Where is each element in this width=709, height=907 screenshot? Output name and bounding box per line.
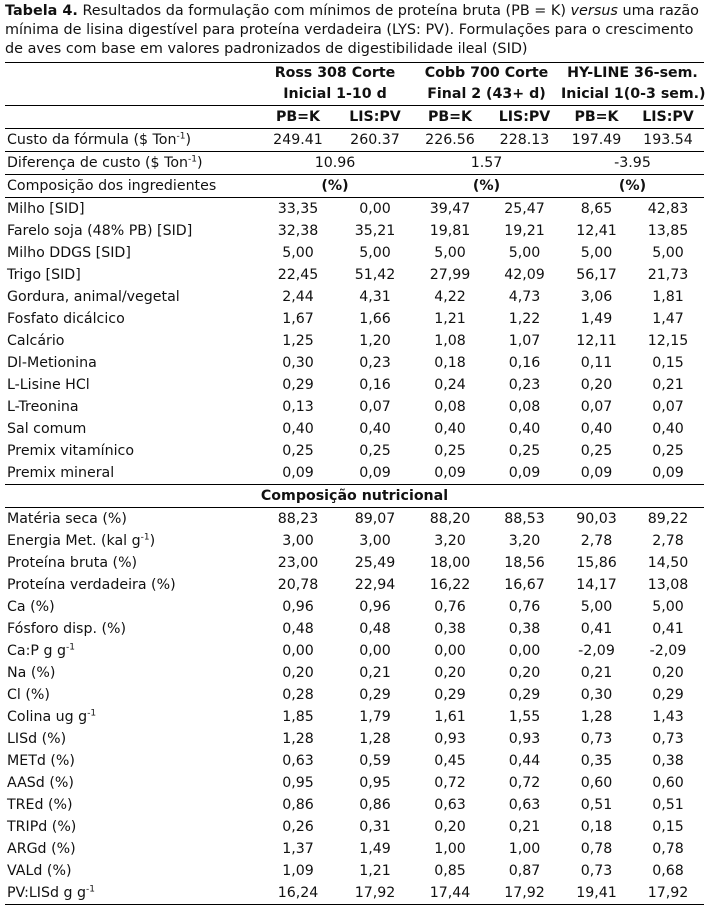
table-cell: 0,09 [434, 465, 466, 481]
table-cell: 0,38 [652, 753, 684, 769]
table-cell: 0,09 [282, 465, 314, 481]
table-cell: 1,21 [359, 863, 391, 879]
ingredient-row [5, 440, 704, 462]
nutrition-row [5, 530, 704, 552]
cost-difference-value: 1.57 [470, 155, 503, 171]
nutrition-row [5, 728, 704, 750]
table-cell: 90,03 [576, 511, 617, 527]
ingredient-row [5, 352, 704, 374]
table-cell: 2,78 [580, 533, 613, 549]
nutrition-row-label: Colina ug $g^{-1}$ [7, 708, 97, 725]
table-cell: 0,26 [282, 819, 314, 835]
table-cell: 12,11 [576, 333, 617, 349]
table-cell: 0,29 [652, 687, 684, 703]
group-subheader-ross: Inicial 1-10 d [283, 86, 387, 102]
group-subheader-hyline: Inicial 1(0-3 sem.) [561, 86, 706, 102]
table-cell: 3,06 [580, 289, 613, 305]
table-cell: 5,00 [434, 245, 466, 261]
unit-label: (%) [321, 178, 349, 194]
table-cell: 51,42 [354, 267, 396, 283]
table-cell: 0,93 [434, 731, 466, 747]
table-cell: 0,16 [359, 377, 391, 393]
table-cell: 33,35 [277, 201, 319, 217]
table-cell: 27,99 [429, 267, 471, 283]
table-cell: 8,65 [580, 201, 613, 217]
table-cell: 12,15 [647, 333, 689, 349]
table-cell: 0,30 [580, 687, 613, 703]
table-cell: 0,35 [580, 753, 613, 769]
nutrition-row [5, 882, 704, 905]
table-cell: 0,38 [434, 621, 466, 637]
table-cell: 16,67 [504, 577, 545, 593]
ingredient-row-label: Premix vitamínico [7, 443, 134, 459]
cost-difference-row [5, 152, 704, 175]
ingredient-row [5, 242, 704, 264]
ingredient-row-label: Milho [SID] [7, 201, 85, 217]
table-cell: 0,25 [434, 443, 466, 459]
table-cell: 0,40 [652, 421, 684, 437]
table-cell: 0,30 [282, 355, 314, 371]
table-cell: 0,63 [282, 753, 314, 769]
table-cell: 0,15 [652, 355, 684, 371]
nutrition-row-label: ARGd (%) [7, 841, 76, 857]
cost-value: 260.37 [350, 132, 400, 148]
table-cell: 0,31 [359, 819, 391, 835]
table-cell: 14,50 [647, 555, 689, 571]
table-cell: 1,61 [434, 709, 466, 725]
nutrition-row [5, 750, 704, 772]
table-cell: 5,00 [580, 245, 613, 261]
ingredient-row-label: Trigo [SID] [7, 267, 81, 283]
table-cell: 23,00 [277, 555, 319, 571]
table-cell: 3,20 [434, 533, 466, 549]
table-cell: 0,21 [359, 665, 391, 681]
table-cell: 0,00 [282, 643, 314, 659]
table-cell: 1,66 [359, 311, 391, 327]
nutrition-row [5, 772, 704, 794]
table-cell: 0,25 [282, 443, 314, 459]
ingredient-row-label: Premix mineral [7, 465, 115, 481]
table-cell: 1,37 [282, 841, 314, 857]
table-cell: 0,96 [282, 599, 314, 615]
table-cell: 0,73 [580, 731, 613, 747]
table-cell: 0,08 [508, 399, 541, 415]
nutrition-row-label: AASd (%) [7, 775, 74, 791]
table-cell: 1,47 [652, 311, 684, 327]
table-cell: 18,00 [429, 555, 471, 571]
table-cell: 1,00 [434, 841, 466, 857]
nutrition-row-label: PV:LISd g $g^{-1}$ [7, 884, 95, 901]
table-cell: 0,95 [359, 775, 391, 791]
ingredient-row-label: Gordura, animal/vegetal [7, 289, 180, 305]
table-cell: 0,45 [434, 753, 466, 769]
table-cell: 0,18 [434, 355, 466, 371]
table-cell: 18,56 [504, 555, 545, 571]
table-cell: 0,78 [580, 841, 613, 857]
cost-value: 193.54 [643, 132, 693, 148]
nutrition-row [5, 662, 704, 684]
table-cell: 56,17 [576, 267, 617, 283]
table-cell: 12,41 [576, 223, 617, 239]
ingredient-row-label: L-Lisine HCl [7, 377, 90, 393]
table-cell: 0,15 [652, 819, 684, 835]
header-row-2 [5, 84, 704, 106]
table-cell: 4,31 [359, 289, 391, 305]
cost-difference-value: 10.96 [314, 155, 356, 171]
table-cell: 16,24 [277, 885, 319, 901]
ingredient-row-label: Dl-Metionina [7, 355, 97, 371]
table-cell: 0,73 [652, 731, 684, 747]
ingredient-row-label: Calcário [7, 333, 65, 349]
table-cell: 42,83 [647, 201, 689, 217]
subcol-header: LIS:PV [498, 109, 551, 125]
table-cell: 39,47 [429, 201, 471, 217]
ingredient-row-label: Farelo soja (48% PB) [SID] [7, 223, 193, 239]
table-cell: 0,40 [434, 421, 466, 437]
nutrition-row [5, 574, 704, 596]
cost-value: 228.13 [499, 132, 550, 148]
caption-italic: versus [570, 3, 618, 19]
group-header-ross: Ross 308 Corte [274, 65, 396, 81]
table-cell: 13,85 [647, 223, 689, 239]
table-cell: 0,09 [580, 465, 613, 481]
table-cell: 0,48 [282, 621, 314, 637]
cost-difference-value: -3.95 [614, 155, 651, 171]
group-header-hyline: HY-LINE 36-sem. [567, 65, 698, 81]
table-cell: 0,41 [652, 621, 684, 637]
nutrition-row-label: Na (%) [7, 665, 56, 681]
subcol-header: PB=K [427, 109, 473, 125]
header-row-1 [5, 63, 704, 85]
caption-label: Tabela 4. [5, 3, 78, 19]
subcol-header: LIS:PV [349, 109, 401, 125]
table-cell: 5,00 [508, 245, 541, 261]
table-cell: 2,78 [652, 533, 684, 549]
table-cell: 0,63 [508, 797, 541, 813]
unit-label: (%) [618, 178, 647, 194]
nutrition-row [5, 618, 704, 640]
table-cell: 1,67 [282, 311, 314, 327]
table-cell: 0,25 [652, 443, 684, 459]
table-cell: 0,20 [508, 665, 541, 681]
table-cell: 88,53 [504, 511, 545, 527]
table-cell: 0,07 [359, 399, 391, 415]
table-cell: 1,25 [282, 333, 314, 349]
table-cell: 0,07 [652, 399, 684, 415]
table-cell: 0,87 [508, 863, 541, 879]
table-cell: 0,20 [580, 377, 613, 393]
ingredient-row-label: Sal comum [7, 421, 87, 437]
caption-text-b: uma razão mínima de lisina digestível para proteína verdadeira (LYS: PV). Formulações para o crescimento de aves com base em valores padronizados de digestibilidade ileal (SID) [5, 3, 699, 57]
table-caption [5, 2, 704, 59]
table-cell: 0,59 [359, 753, 391, 769]
cost-difference-label: Diferença de custo ($ Ton$^{-1}$) [7, 154, 203, 171]
table-cell: 1,08 [434, 333, 466, 349]
table-cell: 1,49 [359, 841, 391, 857]
table-cell: 0,86 [359, 797, 391, 813]
table-cell: 0,40 [580, 421, 613, 437]
group-subheader-cobb: Final 2 (43+ d) [427, 86, 546, 102]
table-cell: 1,55 [508, 709, 541, 725]
table-cell: 0,93 [508, 731, 541, 747]
ingredient-row-label: L-Treonina [7, 399, 79, 415]
table-cell: 42,09 [504, 267, 545, 283]
table-cell: 0,29 [282, 377, 314, 393]
table-cell: 0,86 [282, 797, 314, 813]
table-cell: 4,73 [508, 289, 541, 305]
table-cell: 1,81 [652, 289, 684, 305]
ingredient-row [5, 462, 704, 485]
table-cell: 0,40 [282, 421, 314, 437]
table-cell: -2,09 [649, 643, 687, 659]
table-cell: 1,21 [434, 311, 466, 327]
nutrition-row-label: Fósforo disp. (%) [7, 621, 127, 637]
table-cell: 0,20 [434, 819, 466, 835]
cost-label: Custo da fórmula ($ Ton$^{-1}$) [7, 131, 191, 148]
table-cell: 15,86 [576, 555, 617, 571]
ingredient-row [5, 374, 704, 396]
ingredient-row [5, 396, 704, 418]
table-cell: 0,16 [508, 355, 541, 371]
table-cell: 0,76 [508, 599, 541, 615]
table-cell: 3,20 [508, 533, 541, 549]
table-cell: 22,94 [354, 577, 396, 593]
table-cell: 0,18 [580, 819, 613, 835]
table-cell: 13,08 [647, 577, 689, 593]
table-cell: 1,79 [359, 709, 391, 725]
table-cell: 0,20 [652, 665, 684, 681]
table-cell: 0,29 [359, 687, 391, 703]
table-cell: 1,28 [282, 731, 314, 747]
table-cell: 32,38 [277, 223, 319, 239]
table-cell: 0,23 [508, 377, 541, 393]
table-cell: 0,23 [359, 355, 391, 371]
table-cell: 25,47 [504, 201, 545, 217]
table-cell: 0,40 [508, 421, 541, 437]
ingredient-row [5, 286, 704, 308]
nutrition-row-label: LISd (%) [7, 731, 67, 747]
table-cell: 17,92 [354, 885, 396, 901]
table-cell: 0,48 [359, 621, 391, 637]
table-cell: 20,78 [277, 577, 319, 593]
table-cell: 0,68 [652, 863, 684, 879]
table-cell: 0,24 [434, 377, 466, 393]
table-cell: 0,44 [508, 753, 541, 769]
nutrition-row-label: Ca:P g $g^{-1}$ [7, 642, 75, 659]
table-cell: 1,00 [508, 841, 541, 857]
table-cell: 0,13 [282, 399, 314, 415]
table-cell: 0,25 [508, 443, 541, 459]
table-cell: 0,28 [282, 687, 314, 703]
table-cell: 19,81 [429, 223, 471, 239]
table-cell: 5,00 [282, 245, 314, 261]
ingredient-row [5, 220, 704, 242]
table-cell: 25,49 [354, 555, 396, 571]
table-cell: 0,25 [359, 443, 391, 459]
table-cell: 19,41 [576, 885, 617, 901]
table-cell: 88,20 [429, 511, 471, 527]
table-cell: -2,09 [578, 643, 615, 659]
table-cell: 1,49 [580, 311, 613, 327]
table-cell: 0,78 [652, 841, 684, 857]
table-cell: 88,23 [277, 511, 319, 527]
table-cell: 0,00 [359, 201, 391, 217]
caption-text-a: Resultados da formulação com mínimos de proteína bruta (PB = K) [77, 3, 571, 19]
subcol-header: PB=K [275, 109, 321, 125]
table-cell: 0,51 [580, 797, 613, 813]
ingredient-row-label: Fosfato dicálcico [7, 311, 125, 327]
table-cell: 0,96 [359, 599, 391, 615]
table-cell: 0,08 [434, 399, 466, 415]
nutrition-row-label: Proteína verdadeira (%) [7, 577, 176, 593]
table-cell: 17,44 [429, 885, 471, 901]
nutrition-row-label: TREd (%) [7, 797, 73, 813]
ingredients-header-label: Composição dos ingredientes [7, 178, 217, 194]
table-cell: 0,00 [508, 643, 541, 659]
table-cell: 0,73 [580, 863, 613, 879]
nutrition-row-label: Cl (%) [7, 687, 50, 703]
nutrition-row [5, 552, 704, 574]
table-cell: 0,21 [580, 665, 613, 681]
cost-row [5, 129, 704, 152]
nutrition-row-label: Energia Met. (kal $g^{-1}$) [7, 532, 156, 549]
table-cell: 1,20 [359, 333, 391, 349]
table-cell: 0,11 [580, 355, 613, 371]
nutrition-row-label: VALd (%) [7, 863, 72, 879]
nutrition-header-label: Composição nutricional [260, 488, 449, 504]
table-cell: 0,60 [652, 775, 684, 791]
nutrition-row-label: Ca (%) [7, 599, 55, 615]
table-cell: 17,92 [647, 885, 689, 901]
table-cell: 2,44 [282, 289, 314, 305]
table-cell: 1,07 [508, 333, 541, 349]
table-cell: 1,43 [652, 709, 684, 725]
table-cell: 0,20 [434, 665, 466, 681]
table-cell: 5,00 [652, 245, 684, 261]
table-cell: 5,00 [359, 245, 391, 261]
table-cell: 0,21 [508, 819, 541, 835]
subcol-header: LIS:PV [642, 109, 694, 125]
ingredient-row [5, 330, 704, 352]
subcolumn-header-row [5, 106, 704, 129]
results-table [5, 62, 704, 905]
table-cell: 5,00 [580, 599, 613, 615]
table-cell: 0,25 [580, 443, 613, 459]
nutrition-row [5, 816, 704, 838]
nutrition-header-row [5, 485, 704, 508]
table-cell: 1,28 [580, 709, 613, 725]
table-cell: 21,73 [647, 267, 689, 283]
table-cell: 0,09 [359, 465, 391, 481]
table-cell: 0,95 [282, 775, 314, 791]
table-cell: 0,09 [508, 465, 541, 481]
table-cell: 0,21 [652, 377, 684, 393]
table-cell: 0,20 [282, 665, 314, 681]
table-cell: 0,60 [580, 775, 613, 791]
table-cell: 1,22 [508, 311, 541, 327]
table-cell: 0,09 [652, 465, 684, 481]
table-cell: 0,29 [434, 687, 466, 703]
table-cell: 0,41 [580, 621, 613, 637]
table-cell: 0,40 [359, 421, 391, 437]
table-cell: 19,21 [504, 223, 545, 239]
table-cell: 5,00 [652, 599, 684, 615]
table-cell: 14,17 [576, 577, 617, 593]
table-cell: 0,00 [434, 643, 466, 659]
table-cell: 0,38 [508, 621, 541, 637]
nutrition-row-label: Matéria seca (%) [7, 511, 127, 527]
nutrition-row-label: Proteína bruta (%) [7, 555, 138, 571]
table-cell: 89,22 [647, 511, 689, 527]
table-cell: 0,76 [434, 599, 466, 615]
ingredient-row-label: Milho DDGS [SID] [7, 245, 131, 261]
table-cell: 1,28 [359, 731, 391, 747]
nutrition-row [5, 838, 704, 860]
table-cell: 3,00 [282, 533, 314, 549]
nutrition-row [5, 794, 704, 816]
table-cell: 4,22 [434, 289, 466, 305]
table-cell: 35,21 [354, 223, 396, 239]
table-cell: 0,00 [359, 643, 391, 659]
table-body [5, 63, 704, 905]
table-cell: 0,29 [508, 687, 541, 703]
cost-value: 226.56 [425, 132, 475, 148]
table-cell: 0,07 [580, 399, 613, 415]
nutrition-row-label: TRIPd (%) [7, 819, 77, 835]
ingredient-row [5, 264, 704, 286]
nutrition-row [5, 860, 704, 882]
subcol-header: PB=K [574, 109, 619, 125]
table-cell: 1,09 [282, 863, 314, 879]
cost-value: 197.49 [571, 132, 622, 148]
nutrition-row [5, 596, 704, 618]
table-cell: 16,22 [429, 577, 471, 593]
table-cell: 89,07 [354, 511, 396, 527]
group-header-cobb: Cobb 700 Corte [424, 65, 549, 81]
table-cell: 0,72 [434, 775, 466, 791]
ingredient-row [5, 198, 704, 221]
table-cell: 0,63 [434, 797, 466, 813]
nutrition-row [5, 508, 704, 531]
table-cell: 17,92 [504, 885, 545, 901]
nutrition-row [5, 640, 704, 662]
nutrition-row [5, 684, 704, 706]
table-cell: 1,85 [282, 709, 314, 725]
cost-value: 249.41 [273, 132, 323, 148]
table-cell: 0,72 [508, 775, 541, 791]
table-cell: 0,85 [434, 863, 466, 879]
nutrition-row-label: METd (%) [7, 753, 75, 769]
ingredient-row [5, 418, 704, 440]
table-cell: 3,00 [359, 533, 391, 549]
table-cell: 0,51 [652, 797, 684, 813]
table-cell: 22,45 [277, 267, 319, 283]
ingredient-row [5, 308, 704, 330]
unit-label: (%) [472, 178, 501, 194]
ingredients-header-row [5, 175, 704, 198]
nutrition-row [5, 706, 704, 728]
